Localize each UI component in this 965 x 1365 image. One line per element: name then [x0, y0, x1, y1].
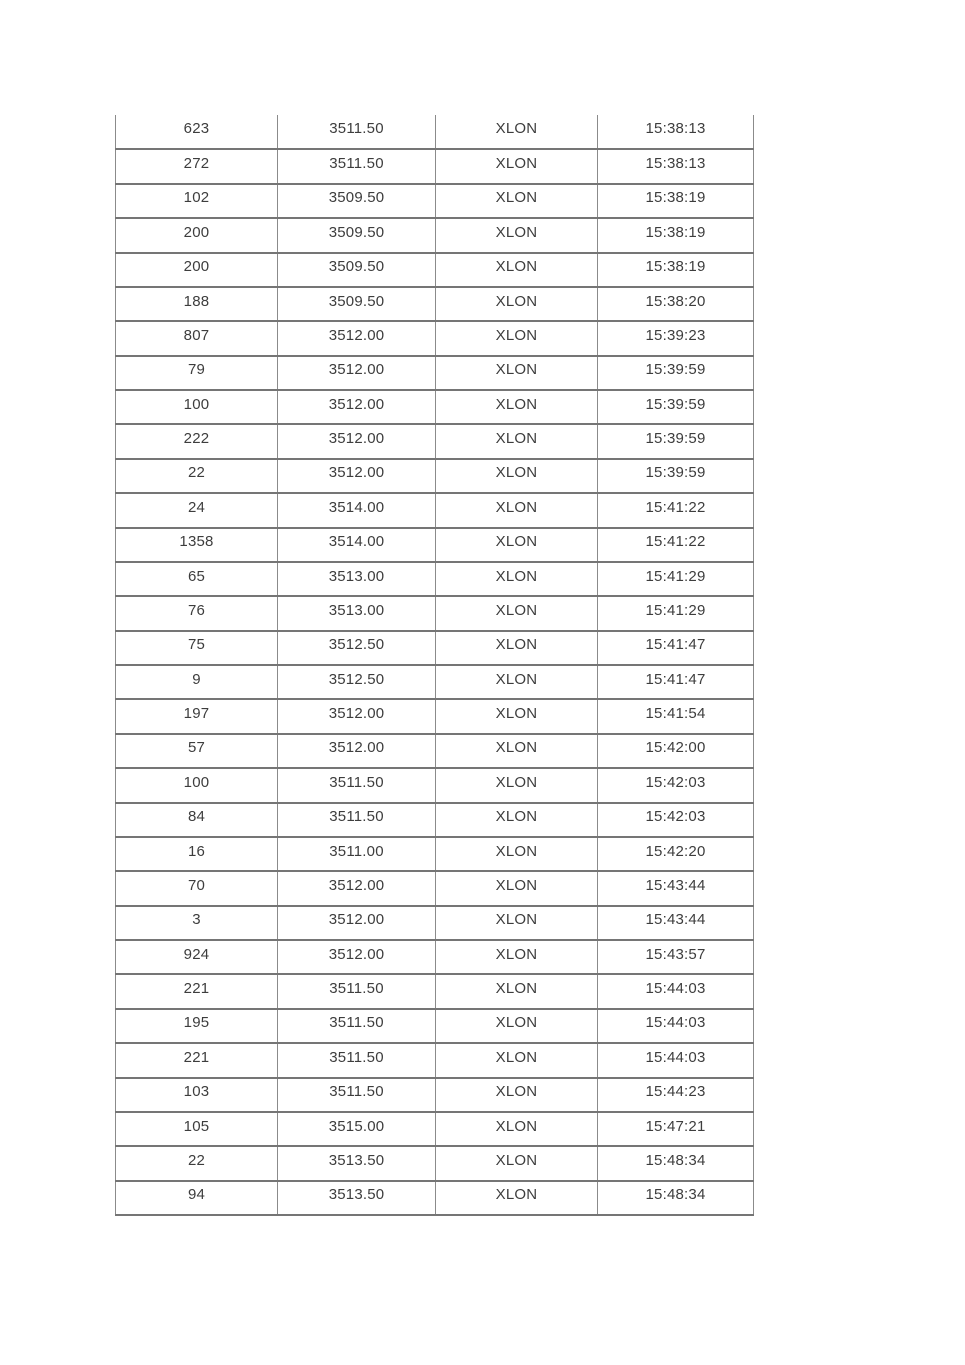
time-cell: 15:42:20 — [598, 837, 754, 871]
time-cell: 15:39:59 — [598, 356, 754, 390]
time-cell: 15:48:34 — [598, 1181, 754, 1215]
venue-cell: XLON — [436, 803, 598, 837]
time-cell: 15:48:34 — [598, 1146, 754, 1180]
quantity-cell: 16 — [116, 837, 278, 871]
quantity-cell: 103 — [116, 1078, 278, 1112]
quantity-cell: 75 — [116, 631, 278, 665]
venue-cell: XLON — [436, 493, 598, 527]
quantity-cell: 100 — [116, 390, 278, 424]
time-cell: 15:44:03 — [598, 974, 754, 1008]
venue-cell: XLON — [436, 1009, 598, 1043]
quantity-cell: 195 — [116, 1009, 278, 1043]
quantity-cell: 57 — [116, 734, 278, 768]
venue-cell: XLON — [436, 596, 598, 630]
venue-cell: XLON — [436, 528, 598, 562]
table-row — [116, 974, 754, 1008]
time-cell: 15:42:00 — [598, 734, 754, 768]
table-row — [116, 1112, 754, 1146]
venue-cell: XLON — [436, 699, 598, 733]
venue-cell: XLON — [436, 906, 598, 940]
price-cell: 3514.00 — [278, 493, 436, 527]
quantity-cell: 22 — [116, 459, 278, 493]
quantity-cell: 221 — [116, 1043, 278, 1077]
quantity-cell: 200 — [116, 218, 278, 252]
time-cell: 15:41:47 — [598, 665, 754, 699]
price-cell: 3511.50 — [278, 803, 436, 837]
price-cell: 3509.50 — [278, 184, 436, 218]
quantity-cell: 623 — [116, 115, 278, 149]
quantity-cell: 76 — [116, 596, 278, 630]
price-cell: 3511.00 — [278, 837, 436, 871]
quantity-cell: 94 — [116, 1181, 278, 1215]
venue-cell: XLON — [436, 562, 598, 596]
price-cell: 3512.00 — [278, 459, 436, 493]
venue-cell: XLON — [436, 321, 598, 355]
trades-table-body — [116, 115, 754, 1215]
venue-cell: XLON — [436, 631, 598, 665]
venue-cell: XLON — [436, 253, 598, 287]
price-cell: 3512.00 — [278, 390, 436, 424]
price-cell: 3511.50 — [278, 768, 436, 802]
table-row — [116, 321, 754, 355]
price-cell: 3515.00 — [278, 1112, 436, 1146]
time-cell: 15:44:03 — [598, 1043, 754, 1077]
venue-cell: XLON — [436, 1146, 598, 1180]
quantity-cell: 100 — [116, 768, 278, 802]
table-row — [116, 184, 754, 218]
time-cell: 15:41:22 — [598, 528, 754, 562]
price-cell: 3513.50 — [278, 1181, 436, 1215]
price-cell: 3512.00 — [278, 356, 436, 390]
table-row — [116, 665, 754, 699]
price-cell: 3512.50 — [278, 631, 436, 665]
price-cell: 3512.00 — [278, 906, 436, 940]
time-cell: 15:39:59 — [598, 424, 754, 458]
price-cell: 3513.00 — [278, 562, 436, 596]
table-row — [116, 631, 754, 665]
quantity-cell: 65 — [116, 562, 278, 596]
venue-cell: XLON — [436, 459, 598, 493]
table-row — [116, 149, 754, 183]
time-cell: 15:41:47 — [598, 631, 754, 665]
quantity-cell: 807 — [116, 321, 278, 355]
time-cell: 15:44:23 — [598, 1078, 754, 1112]
time-cell: 15:42:03 — [598, 803, 754, 837]
time-cell: 15:47:21 — [598, 1112, 754, 1146]
time-cell: 15:39:23 — [598, 321, 754, 355]
price-cell: 3512.00 — [278, 734, 436, 768]
time-cell: 15:43:44 — [598, 871, 754, 905]
time-cell: 15:43:44 — [598, 906, 754, 940]
table-row — [116, 424, 754, 458]
venue-cell: XLON — [436, 871, 598, 905]
table-row — [116, 1009, 754, 1043]
table-row — [116, 115, 754, 149]
time-cell: 15:39:59 — [598, 459, 754, 493]
table-row — [116, 218, 754, 252]
quantity-cell: 3 — [116, 906, 278, 940]
price-cell: 3511.50 — [278, 1009, 436, 1043]
table-row — [116, 734, 754, 768]
time-cell: 15:43:57 — [598, 940, 754, 974]
table-row — [116, 1043, 754, 1077]
table-row — [116, 768, 754, 802]
quantity-cell: 197 — [116, 699, 278, 733]
price-cell: 3513.50 — [278, 1146, 436, 1180]
table-row — [116, 1146, 754, 1180]
time-cell: 15:38:20 — [598, 287, 754, 321]
quantity-cell: 222 — [116, 424, 278, 458]
table-row — [116, 356, 754, 390]
table-row — [116, 837, 754, 871]
table-row — [116, 940, 754, 974]
venue-cell: XLON — [436, 768, 598, 802]
time-cell: 15:38:19 — [598, 253, 754, 287]
price-cell: 3511.50 — [278, 974, 436, 1008]
price-cell: 3509.50 — [278, 287, 436, 321]
quantity-cell: 22 — [116, 1146, 278, 1180]
venue-cell: XLON — [436, 940, 598, 974]
table-row — [116, 803, 754, 837]
quantity-cell: 70 — [116, 871, 278, 905]
quantity-cell: 924 — [116, 940, 278, 974]
quantity-cell: 221 — [116, 974, 278, 1008]
table-row — [116, 596, 754, 630]
venue-cell: XLON — [436, 1078, 598, 1112]
table-row — [116, 906, 754, 940]
venue-cell: XLON — [436, 974, 598, 1008]
time-cell: 15:41:54 — [598, 699, 754, 733]
table-row — [116, 562, 754, 596]
price-cell: 3513.00 — [278, 596, 436, 630]
venue-cell: XLON — [436, 390, 598, 424]
venue-cell: XLON — [436, 424, 598, 458]
quantity-cell: 84 — [116, 803, 278, 837]
table-row — [116, 493, 754, 527]
table-row — [116, 253, 754, 287]
time-cell: 15:41:22 — [598, 493, 754, 527]
price-cell: 3512.00 — [278, 871, 436, 905]
venue-cell: XLON — [436, 115, 598, 149]
table-row — [116, 459, 754, 493]
time-cell: 15:41:29 — [598, 562, 754, 596]
table-row — [116, 699, 754, 733]
table-row — [116, 390, 754, 424]
quantity-cell: 79 — [116, 356, 278, 390]
time-cell: 15:38:13 — [598, 115, 754, 149]
price-cell: 3512.00 — [278, 321, 436, 355]
quantity-cell: 24 — [116, 493, 278, 527]
venue-cell: XLON — [436, 1181, 598, 1215]
venue-cell: XLON — [436, 734, 598, 768]
price-cell: 3511.50 — [278, 115, 436, 149]
venue-cell: XLON — [436, 149, 598, 183]
time-cell: 15:38:19 — [598, 184, 754, 218]
time-cell: 15:41:29 — [598, 596, 754, 630]
price-cell: 3511.50 — [278, 1043, 436, 1077]
price-cell: 3509.50 — [278, 253, 436, 287]
trades-table — [115, 115, 754, 1216]
price-cell: 3511.50 — [278, 1078, 436, 1112]
venue-cell: XLON — [436, 287, 598, 321]
table-row — [116, 1181, 754, 1215]
quantity-cell: 272 — [116, 149, 278, 183]
venue-cell: XLON — [436, 665, 598, 699]
price-cell: 3511.50 — [278, 149, 436, 183]
table-row — [116, 287, 754, 321]
table-row — [116, 871, 754, 905]
venue-cell: XLON — [436, 1112, 598, 1146]
price-cell: 3512.50 — [278, 665, 436, 699]
price-cell: 3509.50 — [278, 218, 436, 252]
venue-cell: XLON — [436, 184, 598, 218]
time-cell: 15:38:19 — [598, 218, 754, 252]
time-cell: 15:38:13 — [598, 149, 754, 183]
time-cell: 15:42:03 — [598, 768, 754, 802]
quantity-cell: 200 — [116, 253, 278, 287]
quantity-cell: 1358 — [116, 528, 278, 562]
table-row — [116, 1078, 754, 1112]
quantity-cell: 105 — [116, 1112, 278, 1146]
quantity-cell: 188 — [116, 287, 278, 321]
time-cell: 15:39:59 — [598, 390, 754, 424]
time-cell: 15:44:03 — [598, 1009, 754, 1043]
price-cell: 3512.00 — [278, 424, 436, 458]
price-cell: 3512.00 — [278, 699, 436, 733]
venue-cell: XLON — [436, 356, 598, 390]
venue-cell: XLON — [436, 218, 598, 252]
venue-cell: XLON — [436, 1043, 598, 1077]
price-cell: 3514.00 — [278, 528, 436, 562]
price-cell: 3512.00 — [278, 940, 436, 974]
venue-cell: XLON — [436, 837, 598, 871]
table-row — [116, 528, 754, 562]
quantity-cell: 102 — [116, 184, 278, 218]
quantity-cell: 9 — [116, 665, 278, 699]
